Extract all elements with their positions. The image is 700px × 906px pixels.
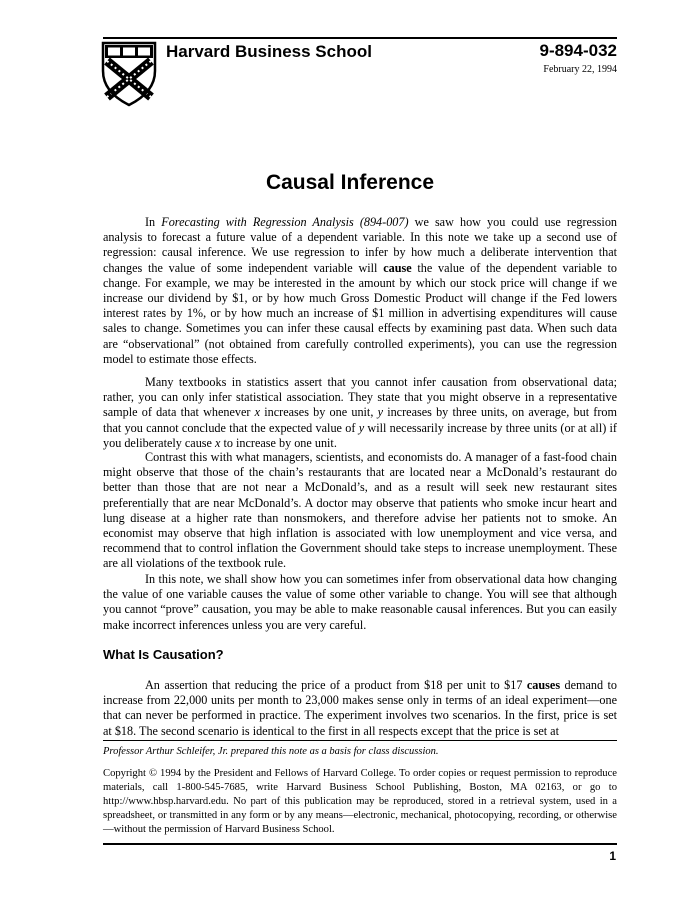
footer-bottom-rule <box>103 843 617 845</box>
reference-title: Forecasting with Regression Analysis (894-007) <box>161 215 409 229</box>
paragraph-5: An assertion that reducing the price of a product from $18 per unit to $17 causes demand to increase from 22,000 units per month to 23,000 makes sense only in terms of an ideal experiment—one that can never be performed in practice. The experiment involves two scenarios. In the first, price is set at $18. The second scenario is identical to the first in all respects except that the price is set at <box>103 678 617 738</box>
harvard-shield-logo <box>101 41 157 107</box>
paragraph-2: Many textbooks in statistics assert that you cannot infer causation from observational data; rather, you can only infer statistical association. They state that you might observe in a representative sample of data that whenever x increases by one unit, y increases by three units, on average, but from that you cannot conclude that the expected value of y will necessarily increase by three units (or at all) if you deliberately cause x to increase by one unit. <box>103 375 617 450</box>
author-note: Professor Arthur Schleifer, Jr. prepared this note as a basis for class discussion. <box>103 746 439 757</box>
paragraph-4: In this note, we shall show how you can sometimes infer from observational data how changing the value of one variable causes the value of some other variable to change. You will see that although you cannot “prove” causation, you may be able to make reasonable causal inferences. But you can easily make incorrect inferences unless you are very careful. <box>103 572 617 632</box>
section-heading: What Is Causation? <box>103 647 224 662</box>
footnote-rule <box>103 740 617 741</box>
publication-date: February 22, 1994 <box>543 64 617 75</box>
header-top-rule <box>103 37 617 39</box>
school-name: Harvard Business School <box>166 42 372 61</box>
paragraph-3: Contrast this with what managers, scientists, and economists do. A manager of a fast-food chain might observe that those of the chain’s restaurants that are located near a McDonald’s restaurant do better than those that are not near a McDonald’s, and as a result will seek new restaurant sites preferentially that are near McDonald’s. A doctor may observe that patients who smoke incur heart and lung disease at a higher rate than nonsmokers, and therefore advise her patients not to smoke. An economist may observe that high inflation is associated with low unemployment and vice versa, and recommend that to control inflation the Government should take steps to increase unemployment. These are all violations of the textbook rule. <box>103 450 617 571</box>
emphasis-causes: causes <box>526 678 561 692</box>
case-number: 9-894-032 <box>539 41 617 60</box>
page-number: 1 <box>609 849 616 863</box>
document-title: Causal Inference <box>265 171 435 194</box>
copyright-notice: Copyright © 1994 by the President and Fellows of Harvard College. To order copies or request permission to reproduce materials, call 1-800-545-7685, write Harvard Business School Publishing, Boston, MA 02163, or go to http://www.hbsp.harvard.edu. No part of this publication may be reproduced, stored in a retrieval system, used in a spreadsheet, or transmitted in any form or by any means—electronic, mechanical, photocopying, recording, or otherwise—without the permission of Harvard Business School. <box>103 768 617 835</box>
emphasis-cause: cause <box>383 260 412 275</box>
paragraph-1: In Forecasting with Regression Analysis (894-007) we saw how you could use regression analysis to forecast a future value of a dependent variable. In this note we take up a second use of regression: causal inference. We use regression to infer by how much a deliberate intervention that changes the value of some independent variable will cause the value of the dependent variable to change. For example, we may be interested in the amount by which our stock price will change if we increase our dividend by $1, or by how much Gross Domestic Product will change if the Fed lowers interest rates by 1%, or by how much an increase of $1 million in advertising expenditures will cause sales to change. Sometimes you can infer these causal effects by examining past data. When such data are “observational” (not obtained from carefully controlled experiments), you can use the regression model to estimate those effects. <box>103 215 618 366</box>
